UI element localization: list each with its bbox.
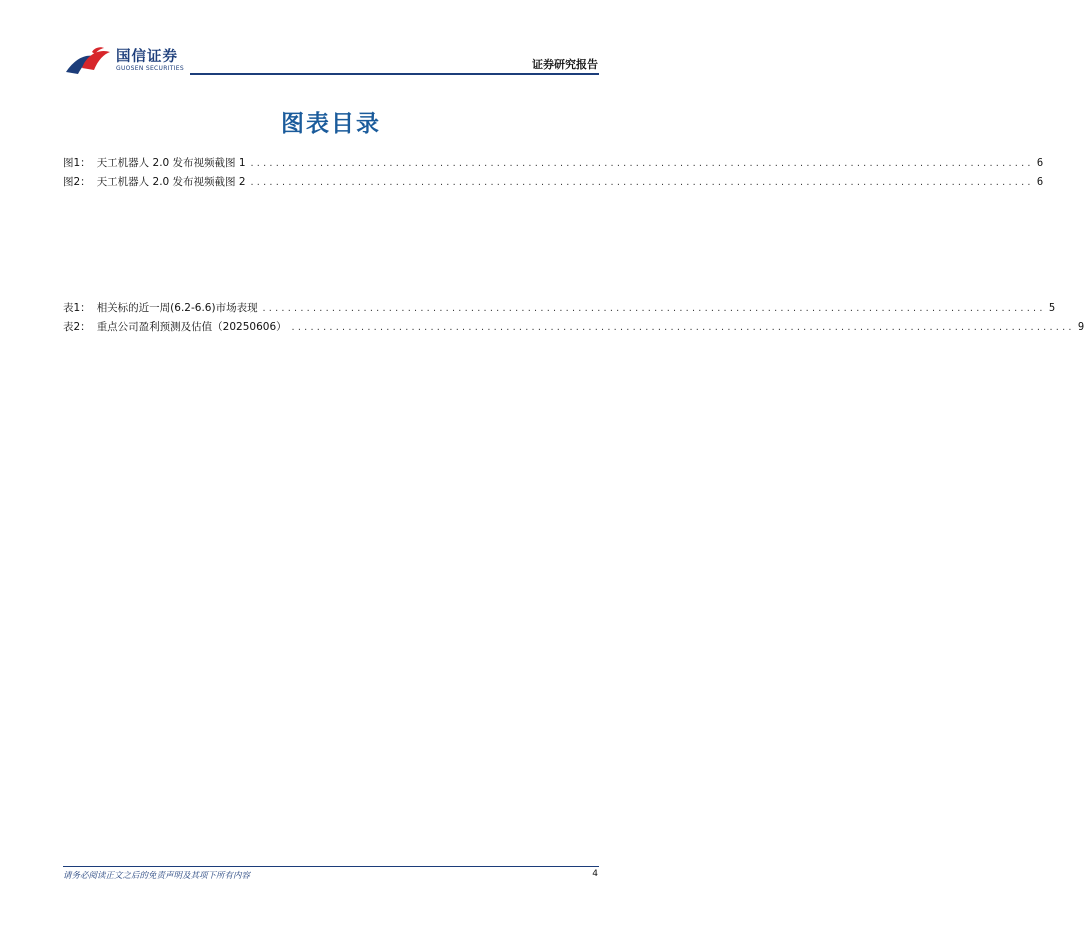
toc-entry-table-1[interactable]: [63, 300, 1056, 319]
toc-entry-figure-2[interactable]: [63, 174, 1044, 193]
footer-disclaimer: 请务必阅读正文之后的免责声明及其项下所有内容: [63, 871, 251, 881]
toc-label: 图1：: [63, 157, 91, 169]
toc-title: 天工机器人 2.0 发布视频截图 1: [96, 157, 246, 169]
guosen-logo-icon: [64, 46, 112, 76]
page-title: 图表目录: [281, 111, 381, 137]
toc-entry-table-2[interactable]: [63, 319, 1084, 338]
toc-label: 图2：: [63, 176, 91, 188]
toc-title: 天工机器人 2.0 发布视频截图 2: [96, 176, 246, 188]
toc-entry-figure-1[interactable]: [63, 155, 1044, 174]
toc-label: 表1：: [63, 302, 91, 314]
toc-page-number: 6: [1036, 176, 1044, 188]
toc-leader-dots: ............................................................................................................................: [249, 159, 1033, 168]
page-header: [0, 0, 662, 80]
figure-list: [63, 155, 1044, 193]
logo-text-en: GUOSEN SECURITIES: [116, 65, 185, 72]
toc-label: 表2：: [63, 321, 91, 333]
footer-divider: [63, 866, 599, 867]
toc-title: 重点公司盈利预测及估值（20250606）: [96, 321, 287, 333]
logo-text-cn: 国信证券: [116, 49, 178, 65]
toc-leader-dots: ............................................................................................................................: [290, 323, 1074, 332]
toc-page-number: 6: [1036, 157, 1044, 169]
toc-page-number: 5: [1048, 302, 1056, 314]
table-list: [63, 300, 1084, 338]
header-divider: [190, 73, 599, 75]
footer-page-number: 4: [592, 869, 598, 879]
toc-title: 相关标的近一周(6.2-6.6)市场表现: [96, 302, 258, 314]
toc-leader-dots: ............................................................................................................................: [261, 304, 1045, 313]
report-type-label: 证券研究报告: [532, 58, 598, 71]
guosen-logo: [64, 44, 184, 78]
toc-page-number: 9: [1077, 321, 1084, 333]
toc-leader-dots: ............................................................................................................................: [249, 178, 1033, 187]
